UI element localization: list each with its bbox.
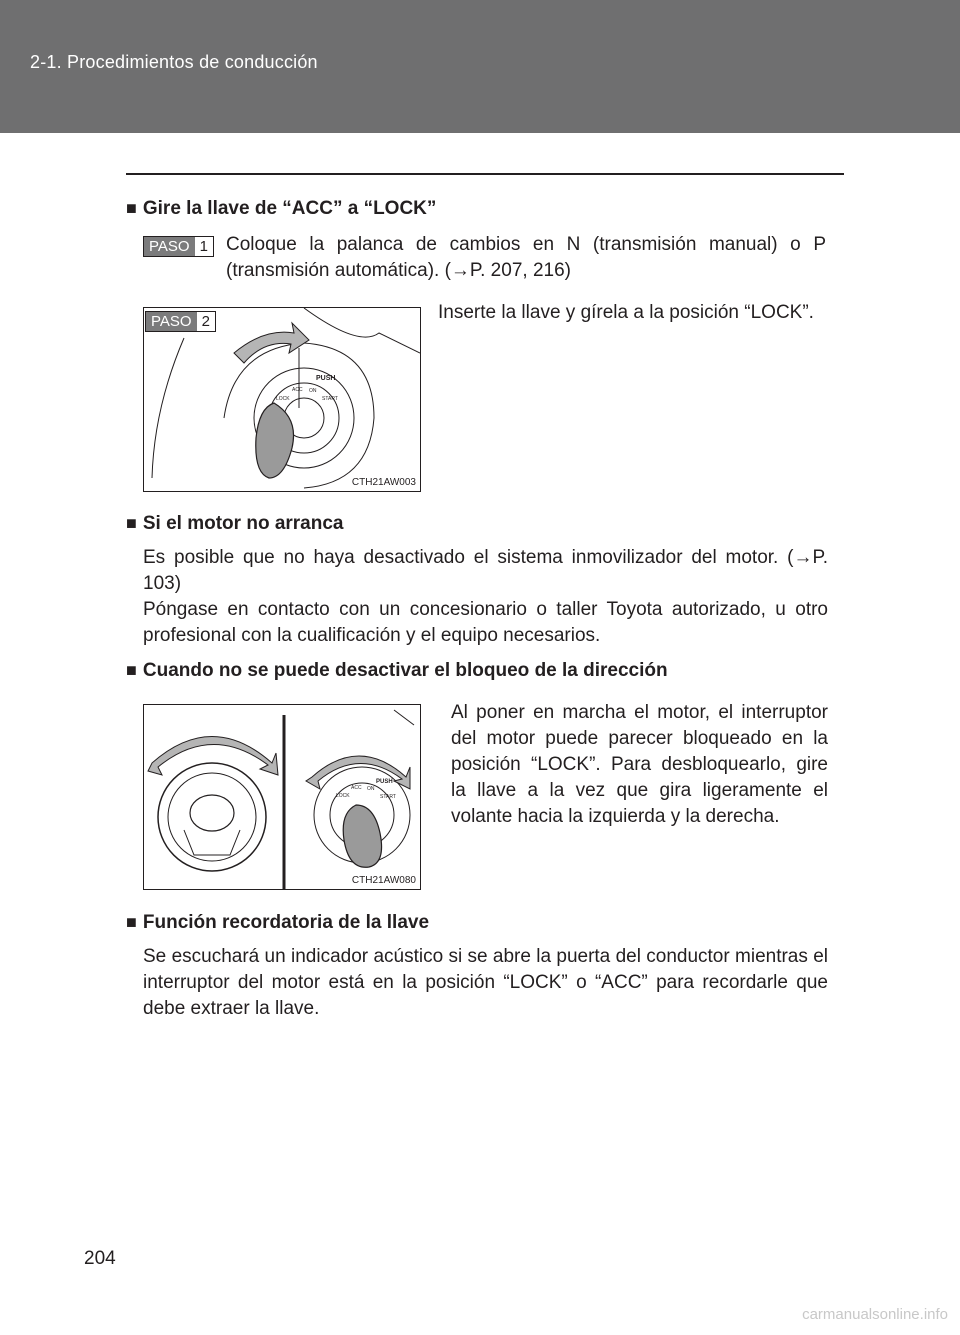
no-start-text-1: Es posible que no haya desactivado el sistema inmovilizador del motor. (→P. 103) — [143, 547, 828, 594]
push-label: PUSH — [316, 375, 336, 382]
steering-figure — [143, 704, 421, 890]
acc-label: ACC — [351, 785, 362, 791]
ignition-key-illustration — [144, 308, 420, 491]
divider — [126, 173, 844, 175]
watermark: carmanualsonline.info — [802, 1306, 948, 1323]
step-number: 1 — [195, 237, 213, 256]
step-1-text: Coloque la palanca de cambios en N (transmisión manual) o P (transmisión automática). (→P. 207, 216) — [226, 234, 826, 281]
heading-steering-lock-title: Cuando no se puede desactivar el bloqueo de la dirección — [142, 660, 668, 681]
heading-reminder — [126, 912, 429, 934]
square-bullet-icon: ■ — [126, 912, 137, 932]
no-start-text-2: Póngase en contacto con un concesionario o taller Toyota autorizado, u otro profesional con la cualificación y el equipo necesarios. — [143, 599, 828, 646]
heading-no-start-title: Si el motor no arranca — [142, 513, 344, 534]
square-bullet-icon: ■ — [126, 513, 137, 533]
figure-code: CTH21AW003 — [351, 477, 416, 488]
step-label: PASO — [144, 237, 195, 256]
step-1-badge — [143, 236, 214, 257]
step-2-text: Inserte la llave y gírela a la posición “LOCK”. — [438, 302, 814, 323]
square-bullet-icon: ■ — [126, 198, 137, 218]
page-number: 204 — [84, 1248, 116, 1269]
start-label: START — [380, 794, 396, 800]
figure-code: CTH21AW080 — [351, 875, 416, 886]
page-header — [0, 0, 960, 133]
on-label: ON — [309, 388, 317, 394]
steering-wheel-illustration — [144, 705, 420, 889]
heading-steering-lock — [126, 660, 668, 682]
lock-label: LOCK — [276, 396, 290, 402]
square-bullet-icon: ■ — [126, 660, 137, 680]
heading-lock — [126, 198, 436, 220]
step-label: PASO — [146, 312, 197, 331]
heading-reminder-title: Función recordatoria de la llave — [142, 912, 430, 933]
ignition-figure — [143, 307, 421, 492]
acc-label: ACC — [292, 387, 303, 393]
push-label: PUSH — [376, 779, 393, 785]
start-label: START — [322, 396, 338, 402]
reminder-text: Se escuchará un indicador acústico si se abre la puerta del conductor mientras el interruptor del motor está en la posición “LOCK” o “ACC” para recordarle que debe extraer la llave. — [143, 946, 828, 1019]
heading-no-start — [126, 513, 344, 535]
steering-lock-text: Al poner en marcha el motor, el interruptor del motor puede parecer bloqueado en la posición “LOCK”. Para desbloquearlo, gire la llave a la vez que gira ligeramente el volante hacia la izquierda y la derecha. — [451, 702, 828, 827]
heading-lock-title: Gire la llave de “ACC” a “LOCK” — [142, 198, 437, 219]
lock-label: LOCK — [336, 793, 350, 799]
step-2-badge — [145, 311, 216, 332]
section-title: 2-1. Procedimientos de conducción — [30, 52, 318, 72]
step-number: 2 — [197, 312, 215, 331]
on-label: ON — [367, 786, 375, 792]
